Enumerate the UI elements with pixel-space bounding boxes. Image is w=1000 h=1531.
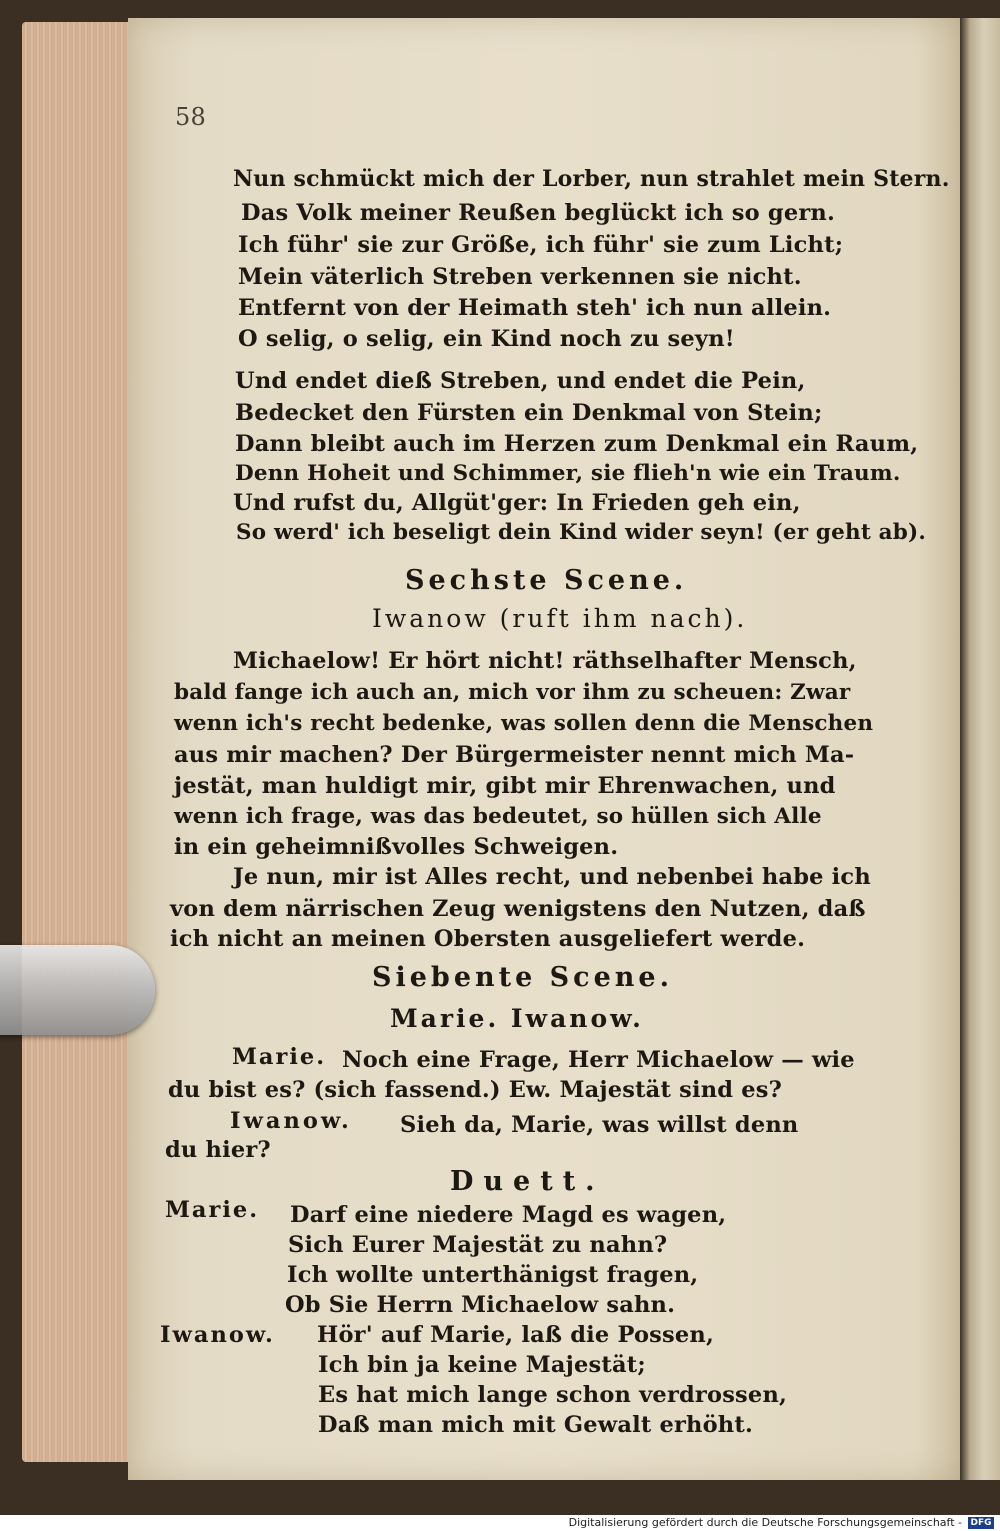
verse-line: Und endet dieß Streben, und endet die Pein, [235, 368, 806, 394]
prose-line: von dem närrischen Zeug wenigstens den Nutzen, daß [170, 896, 866, 922]
verse-line: Denn Hoheit und Schimmer, sie flieh'n wie ein Traum. [235, 461, 901, 486]
verse-line: Bedecket den Fürsten ein Denkmal von Stein; [235, 400, 823, 426]
duet-line: Ich wollte unterthänigst fragen, [287, 1262, 699, 1288]
scan-clip [0, 945, 155, 1035]
verse-line: O selig, o selig, ein Kind noch zu seyn! [238, 326, 735, 352]
prose-line: in ein geheimnißvolles Schweigen. [174, 834, 619, 860]
duet-heading: Duett. [450, 1166, 605, 1197]
scene-heading: Siebente Scene. [372, 962, 673, 993]
duet-speaker: Marie. [165, 1197, 260, 1223]
funding-note: Digitalisierung gefördert durch die Deutsche Forschungsgemeinschaft - [568, 1516, 962, 1529]
prose-line: wenn ich's recht bedenke, was sollen denn die Menschen [174, 711, 874, 736]
page-number: 58 [175, 103, 206, 131]
page-edges [22, 22, 142, 1462]
duet-line: Hör' auf Marie, laß die Possen, [317, 1322, 715, 1348]
duet-line: Ich bin ja keine Majestät; [318, 1352, 646, 1378]
duet-line: Daß man mich mit Gewalt erhöht. [318, 1412, 753, 1438]
prose-line: Michaelow! Er hört nicht! räthselhafter Mensch, [233, 648, 857, 674]
scene-heading: Sechste Scene. [405, 565, 688, 596]
dfg-logo-icon: DFG [968, 1517, 994, 1529]
verse-line: Dann bleibt auch im Herzen zum Denkmal ein Raum, [235, 431, 919, 457]
verse-line: Nun schmückt mich der Lorber, nun strahlet mein Stern. [233, 166, 950, 192]
prose-line: jestät, man huldigt mir, gibt mir Ehrenwachen, und [174, 773, 836, 799]
persons-heading: Marie. Iwanow. [390, 1004, 644, 1033]
prose-line: aus mir machen? Der Bürgermeister nennt mich Ma- [174, 742, 855, 768]
duet-line: Sich Eurer Majestät zu nahn? [288, 1232, 668, 1258]
prose-line: wenn ich frage, was das bedeutet, so hüllen sich Alle [174, 804, 822, 829]
prose-line: Je nun, mir ist Alles recht, und nebenbei habe ich [233, 864, 871, 890]
verse-line: So werd' ich beseligt dein Kind wider seyn! (er geht ab). [236, 520, 927, 545]
dialogue-speaker: Marie. [232, 1044, 327, 1070]
prose-line: bald fange ich auch an, mich vor ihm zu scheuen: Zwar [174, 680, 851, 705]
duet-line: Es hat mich lange schon verdrossen, [318, 1382, 788, 1408]
prose-line: ich nicht an meinen Obersten ausgeliefert werde. [170, 926, 806, 952]
verse-line: Entfernt von der Heimath steh' ich nun allein. [238, 295, 832, 321]
dialogue-text: Sieh da, Marie, was willst denn [400, 1112, 799, 1138]
duet-line: Darf eine niedere Magd es wagen, [290, 1202, 727, 1228]
duet-speaker: Iwanow. [160, 1322, 275, 1348]
verse-line: Ich führ' sie zur Größe, ich führ' sie zum Licht; [238, 232, 844, 258]
dialogue-text: du hier? [165, 1137, 271, 1163]
verse-line: Und rufst du, Allgüt'ger: In Frieden geh ein, [233, 490, 801, 516]
footer-bar [0, 1515, 1000, 1531]
speaker-heading: Iwanow (ruft ihm nach). [372, 604, 748, 633]
verse-line: Das Volk meiner Reußen beglückt ich so gern. [241, 200, 836, 226]
duet-line: Ob Sie Herrn Michaelow sahn. [285, 1292, 676, 1318]
verse-line: Mein väterlich Streben verkennen sie nicht. [238, 264, 802, 290]
dialogue-text: Noch eine Frage, Herr Michaelow — wie [342, 1047, 855, 1073]
dialogue-speaker: Iwanow. [230, 1108, 352, 1134]
next-page-edge [960, 18, 1000, 1480]
dialogue-text: du bist es? (sich fassend.) Ew. Majestät sind es? [168, 1077, 782, 1103]
